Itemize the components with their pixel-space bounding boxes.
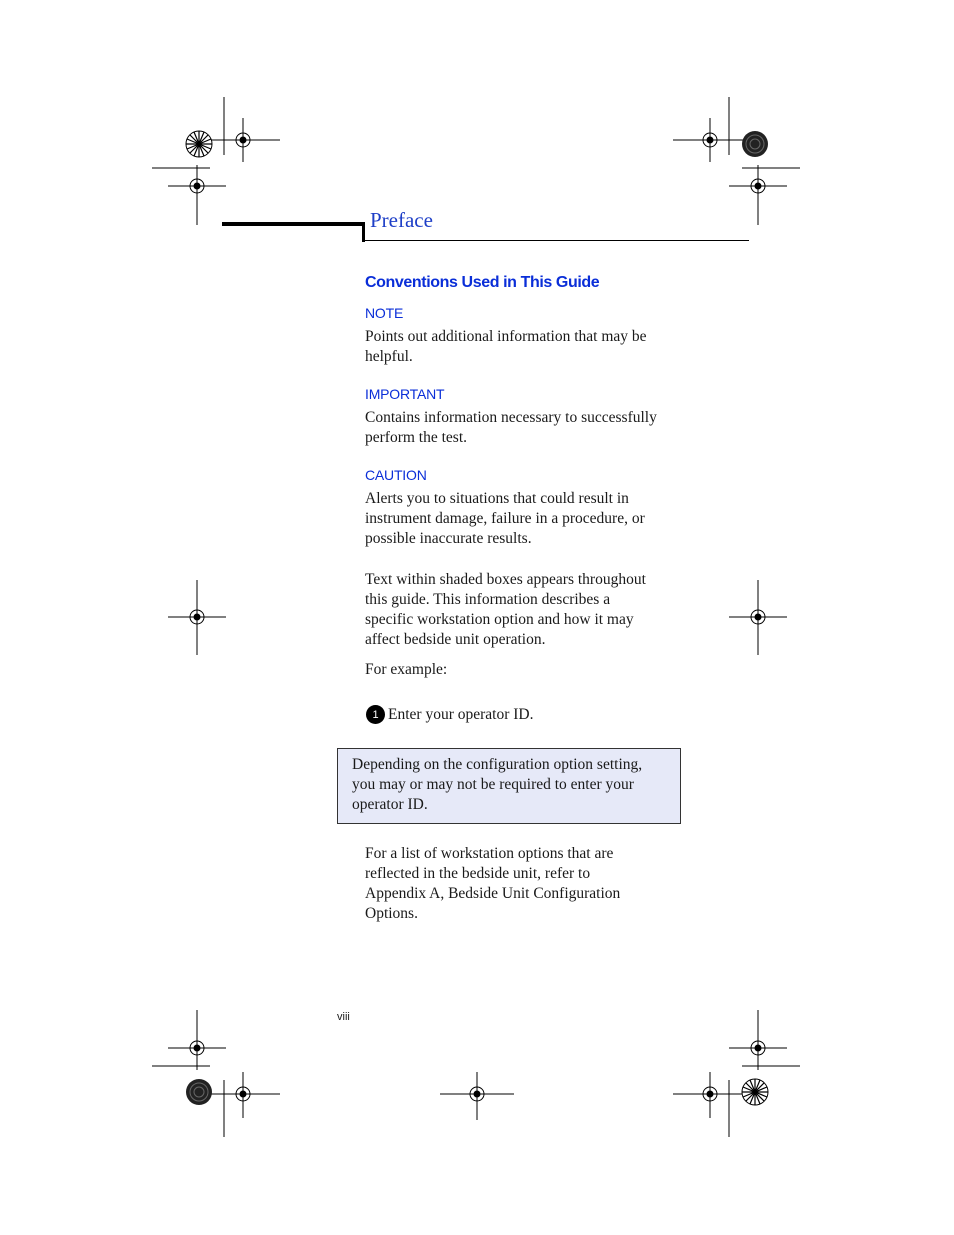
chapter-title: Preface — [370, 208, 433, 232]
shaded-box-line: you may or may not be required to enter your — [352, 776, 634, 793]
note-text-line: helpful. — [365, 348, 413, 365]
shaded-box — [337, 748, 681, 824]
header-rule-thin — [364, 240, 749, 241]
for-example: For example: — [365, 661, 448, 678]
intro-line: this guide. This information describes a — [365, 591, 611, 608]
crosshair-target-icon — [729, 165, 787, 225]
star-target-icon — [742, 1079, 768, 1105]
caution-text-line: instrument damage, failure in a procedure, or — [365, 510, 645, 527]
crosshair-target-icon — [440, 1072, 514, 1120]
note-text — [365, 327, 685, 367]
step-number-badge: 1 — [366, 705, 385, 724]
note-label: NOTE — [365, 305, 404, 321]
density-target-icon — [742, 131, 768, 157]
caution-label: CAUTION — [365, 467, 427, 483]
important-text — [365, 408, 685, 448]
closing-line: For a list of workstation options that are — [365, 845, 614, 862]
star-target-icon — [186, 131, 212, 157]
shaded-box-intro — [365, 570, 685, 650]
caution-text-line: possible inaccurate results. — [365, 530, 532, 547]
crosshair-target-icon — [168, 1010, 226, 1070]
shaded-box-line: Depending on the configuration option setting, — [352, 756, 643, 773]
crosshair-target-icon — [168, 580, 226, 655]
closing-paragraph — [365, 844, 685, 924]
important-label: IMPORTANT — [365, 386, 445, 402]
crosshair-target-icon — [206, 118, 280, 162]
section-heading: Conventions Used in This Guide — [365, 274, 600, 291]
intro-line: affect bedside unit operation. — [365, 631, 546, 648]
density-target-icon — [186, 1079, 212, 1105]
crosshair-target-icon — [729, 580, 787, 655]
closing-line: Options. — [365, 905, 418, 922]
crosshair-target-icon — [673, 118, 747, 162]
note-text-line: Points out additional information that may be — [365, 328, 647, 345]
crosshair-target-icon — [206, 1072, 280, 1118]
header-rule-thick — [222, 222, 364, 226]
crosshair-target-icon — [168, 165, 226, 225]
crosshair-target-icon — [729, 1010, 787, 1070]
intro-line: Text within shaded boxes appears throughout — [365, 571, 646, 588]
example-step — [366, 705, 533, 724]
intro-line: specific workstation option and how it may — [365, 611, 634, 628]
closing-line: Appendix A, Bedside Unit Configuration — [365, 885, 621, 902]
caution-text-line: Alerts you to situations that could result in — [365, 490, 629, 507]
page-number: viii — [337, 1011, 350, 1023]
crosshair-target-icon — [673, 1072, 747, 1118]
step-text: Enter your operator ID. — [388, 705, 534, 723]
closing-line: reflected in the bedside unit, refer to — [365, 865, 591, 882]
important-text-line: perform the test. — [365, 429, 468, 446]
important-text-line: Contains information necessary to successfully — [365, 409, 657, 426]
caution-text — [365, 489, 685, 549]
header-rule-corner — [362, 222, 365, 242]
shaded-box-line: operator ID. — [352, 796, 428, 813]
